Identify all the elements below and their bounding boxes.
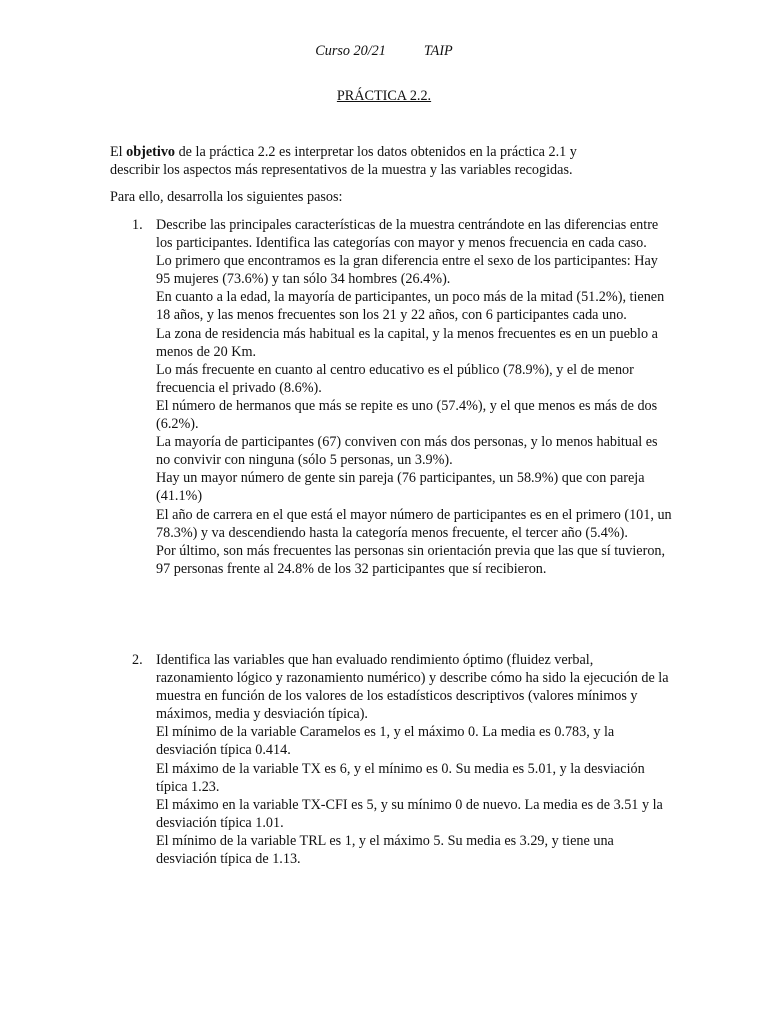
paragraph: En cuanto a la edad, la mayoría de participantes, un poco más de la mitad (51.2%), tienen 18 años, y las menos frecuentes son los 21 y 22 años, con 6 participantes cada uno. — [156, 289, 665, 324]
list-item-body — [156, 651, 672, 868]
intro-paragraph: El objetivo de la práctica 2.2 es interpretar los datos obtenidos en la práctica 2.1 y describir los aspectos más representativos de la muestra y las variables recogidas. — [110, 144, 577, 178]
page-header — [0, 43, 768, 60]
list-item-body — [156, 216, 672, 578]
list-item-number: 1. — [132, 217, 143, 233]
paragraph: Hay un mayor número de gente sin pareja (76 participantes, un 58.9%) que con pareja (41.1%) — [156, 470, 645, 505]
paragraph: Lo más frecuente en cuanto al centro educativo es el público (78.9%), y el de menor frecuencia el privado (8.6%). — [156, 361, 634, 396]
paragraph: El máximo de la variable TX es 6, y el mínimo es 0. Su media es 5.01, y la desviación típica 1.23. — [156, 760, 645, 795]
paragraph: Por último, son más frecuentes las personas sin orientación previa que las que sí tuvieron, 97 personas frente al 24.8% de los 32 participantes que sí recibieron. — [156, 542, 666, 577]
paragraph: El año de carrera en el que está el mayor número de participantes es en el primero (101, un 78.3%) y va descendiendo hasta la categoría menos frecuente, el tercer año (5.4%). — [156, 506, 672, 541]
paragraph: El número de hermanos que más se repite es uno (57.4%), y el que menos es más de dos (6.2%). — [156, 397, 658, 433]
paragraph: Describe las principales características de la muestra centrándote en las diferencias entre los participantes. Identifica las categorías con mayor y menos frecuencia en cada caso. — [156, 217, 659, 252]
course-label: Curso 20/21 — [315, 43, 386, 59]
page-title: PRÁCTICA 2.2. — [336, 88, 432, 104]
paragraph: Identifica las variables que han evaluado rendimiento óptimo (fluidez verbal, razonamiento lógico y razonamiento numérico) y describe cómo ha sido la ejecución de la muestra en función de los valores de los estadísticos descriptivos (valores mínimos y máximos, media y desviación típica). — [156, 652, 669, 723]
paragraph: Lo primero que encontramos es la gran diferencia entre el sexo de los participantes: Hay 95 mujeres (73.6%) y tan sólo 34 hombres (26.4%). — [156, 253, 658, 288]
paragraph: El mínimo de la variable TRL es 1, y el máximo 5. Su media es 3.29, y tiene una desviación típica de 1.13. — [156, 832, 614, 868]
paragraph: La mayoría de participantes (67) conviven con más dos personas, y lo menos habitual es no convivir con ninguna (sólo 5 personas, un 3.9%). — [156, 434, 658, 469]
paragraph: El máximo en la variable TX-CFI es 5, y su mínimo 0 de nuevo. La media es de 3.51 y la desviación típica 1.01. — [156, 796, 663, 831]
paragraph: La zona de residencia más habitual es la capital, y la menos frecuentes es en un pueblo a menos de 20 Km. — [156, 325, 658, 360]
list-item-number: 2. — [132, 652, 143, 668]
intro-bold-keyword: objetivo — [126, 144, 176, 160]
subject-label: TAIP — [423, 43, 453, 59]
paragraph: El mínimo de la variable Caramelos es 1, y el máximo 0. La media es 0.783, y la desviación típica 0.414. — [156, 724, 615, 759]
steps-intro: Para ello, desarrolla los siguientes pasos: — [110, 189, 343, 205]
